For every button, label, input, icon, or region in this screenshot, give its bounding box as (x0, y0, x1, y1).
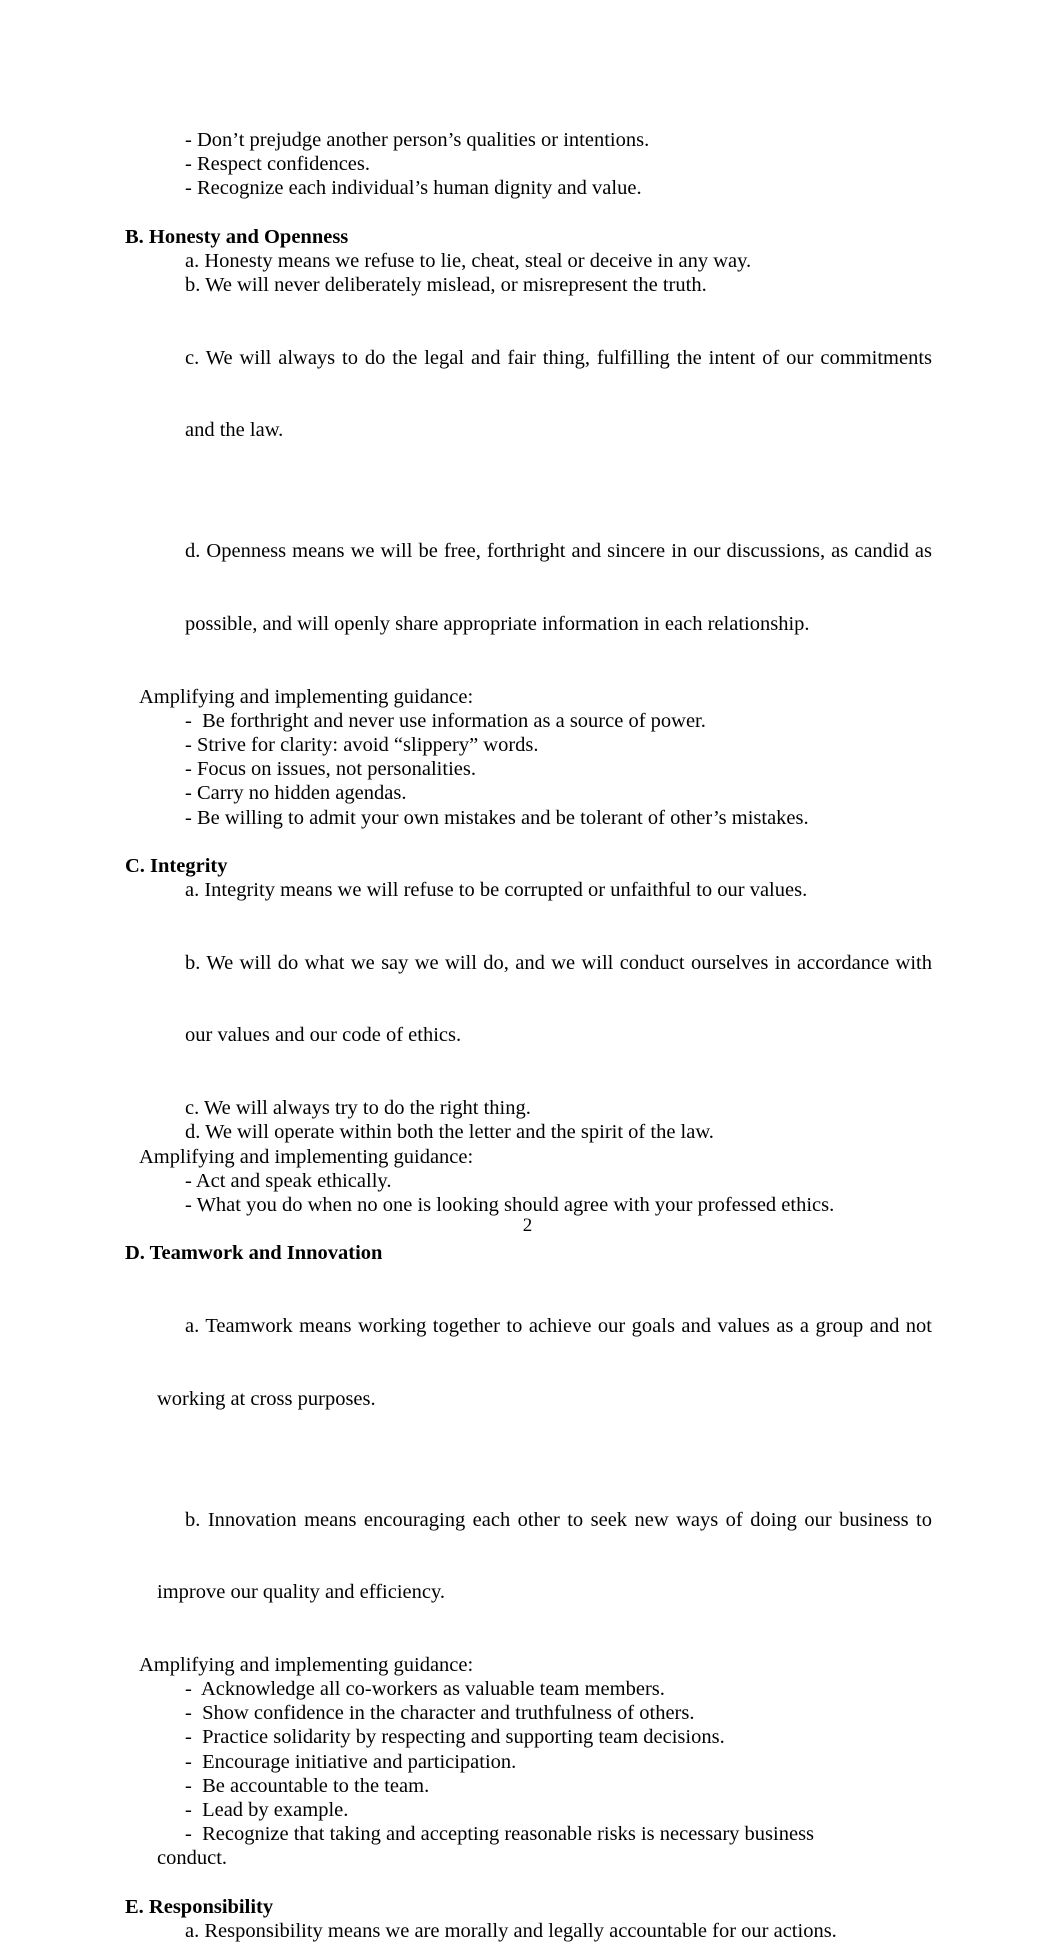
section-item: d. We will operate within both the letter and the spirit of the law. (185, 1121, 714, 1144)
section-item: a. Responsibility means we are morally and legally accountable for our actions. (185, 1919, 837, 1942)
page-number: 2 (522, 1215, 533, 1236)
page-body (125, 128, 932, 1943)
list-item: - Recognize each individual’s human dignity and value. (185, 177, 642, 200)
intro-bullet-list (125, 128, 932, 201)
section-item-line: possible, and will openly share appropriate information in each relationship. (185, 613, 810, 636)
section-heading: C. Integrity (125, 855, 228, 878)
guidance-list (125, 1169, 932, 1217)
section-integrity (125, 854, 932, 1217)
section-item (125, 1459, 932, 1653)
section-item-line: improve our quality and efficiency. (157, 1581, 446, 1604)
list-item: - Carry no hidden agendas. (185, 782, 407, 805)
spacer (125, 201, 932, 225)
list-item: - Be forthright and never use information as a source of power. (185, 709, 706, 732)
section-item: a. Integrity means we will refuse to be corrupted or unfaithful to our values. (185, 879, 808, 902)
list-item: - Focus on issues, not personalities. (185, 758, 476, 781)
section-item: a. Honesty means we refuse to lie, cheat, steal or deceive in any way. (185, 250, 752, 272)
section-item: b. We will never deliberately mislead, or misrepresent the truth. (185, 274, 707, 297)
list-item: - Don’t prejudge another person’s qualities or intentions. (185, 129, 650, 151)
section-teamwork-and-innovation (125, 1241, 932, 1870)
spacer (125, 1871, 932, 1895)
section-item-line: b. We will do what we say we will do, and we will conduct ourselves in accordance with (185, 951, 932, 974)
guidance-label: Amplifying and implementing guidance: (139, 1653, 474, 1676)
list-item: - Respect confidences. (185, 153, 370, 176)
list-item: - Be willing to admit your own mistakes and be tolerant of other’s mistakes. (185, 806, 809, 829)
section-item-line: b. Innovation means encouraging each other to seek new ways of doing our business to (185, 1508, 932, 1531)
list-item: - Strive for clarity: avoid “slippery” words. (185, 734, 539, 757)
list-item-continuation: conduct. (157, 1847, 228, 1870)
list-item: - Be accountable to the team. (185, 1774, 430, 1797)
section-item (125, 902, 932, 1096)
spacer (125, 830, 932, 854)
section-item-line: c. We will always to do the legal and fair thing, fulfilling the intent of our commitments (185, 346, 932, 369)
section-item-line: our values and our code of ethics. (185, 1024, 462, 1047)
section-responsibility (125, 1895, 932, 1943)
list-item: - Acknowledge all co-workers as valuable team members. (185, 1677, 665, 1700)
guidance-list (125, 709, 932, 830)
list-item: - What you do when no one is looking should agree with your professed ethics. (185, 1193, 835, 1216)
guidance-label: Amplifying and implementing guidance: (139, 1145, 474, 1168)
section-item-line: d. Openness means we will be free, forthright and sincere in our discussions, as candid as (185, 540, 932, 563)
list-item: - Show confidence in the character and truthfulness of others. (185, 1702, 695, 1725)
section-item (125, 297, 932, 491)
list-item: - Act and speak ethically. (185, 1169, 392, 1192)
guidance-list (125, 1677, 932, 1871)
section-item-line: working at cross purposes. (157, 1387, 376, 1410)
list-item: - Recognize that taking and accepting reasonable risks is necessary business (185, 1823, 815, 1846)
list-item: - Encourage initiative and participation. (185, 1750, 517, 1773)
list-item: - Lead by example. (185, 1798, 349, 1821)
section-heading: D. Teamwork and Innovation (125, 1242, 383, 1265)
section-heading: B. Honesty and Openness (125, 225, 349, 248)
section-honesty-and-openness (125, 225, 932, 830)
section-item (125, 1266, 932, 1460)
section-item (125, 491, 932, 685)
list-item: - Practice solidarity by respecting and supporting team decisions. (185, 1726, 725, 1749)
guidance-label: Amplifying and implementing guidance: (139, 685, 474, 708)
section-heading: E. Responsibility (125, 1895, 274, 1918)
section-item-line: a. Teamwork means working together to achieve our goals and values as a group and not (185, 1314, 932, 1337)
section-item: c. We will always try to do the right thing. (185, 1097, 531, 1120)
section-item-line: and the law. (185, 419, 284, 442)
